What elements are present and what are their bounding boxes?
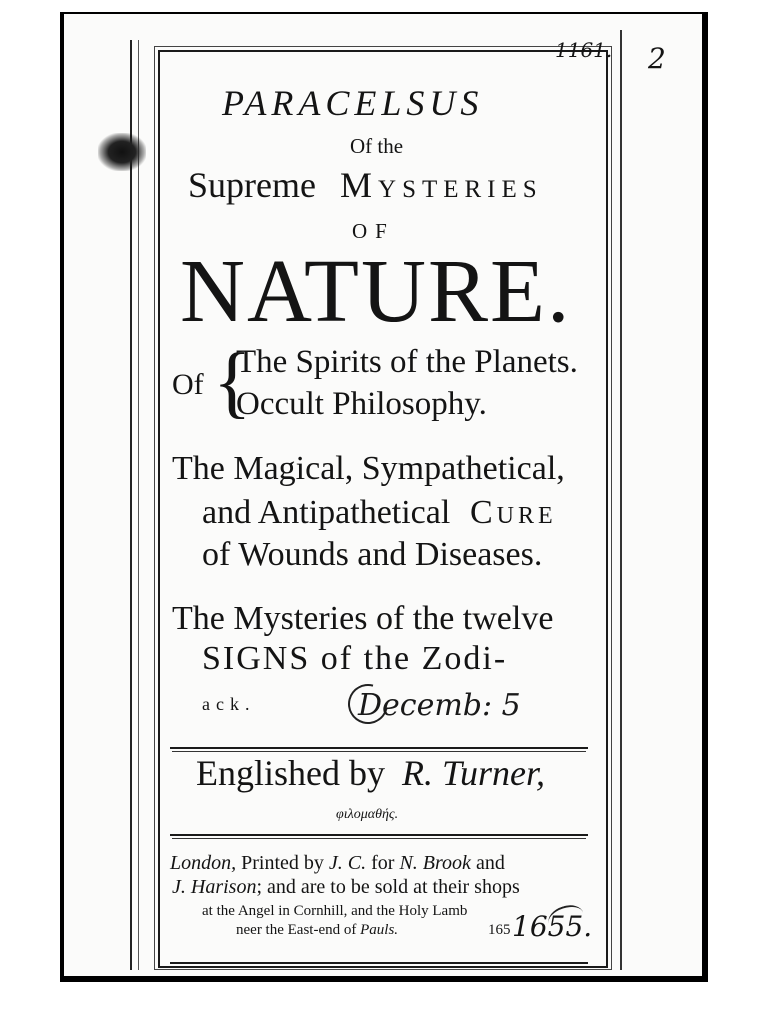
curly-brace-icon: { [213, 338, 252, 426]
divider-rule-thin [172, 838, 586, 839]
imprint-printer: J. C. [328, 852, 367, 874]
imprint-for: for [371, 852, 395, 874]
handwritten-date: Decemb: 5 [358, 688, 521, 723]
pencil-shelf-number: 1161. [555, 38, 613, 62]
contents-magical-line1: The Magical, Sympathetical, [172, 450, 565, 487]
title-of: OF [352, 219, 395, 243]
englished-by: Englished by [196, 753, 385, 793]
ink-blot [98, 133, 146, 171]
printed-year: 165 [488, 922, 511, 938]
title-of-the: Of the [350, 134, 404, 158]
imprint-city: London, [170, 852, 237, 874]
page-gutter-line [130, 40, 132, 970]
translator-name: R. Turner, [402, 753, 546, 793]
imprint-line2 [172, 876, 520, 899]
contents-zodiac-line2: SIGNS of the Zodi- [202, 640, 508, 677]
contents-zodiac-line3: ack. [202, 694, 256, 714]
contents-magical-line3: of Wounds and Diseases. [202, 536, 543, 573]
imprint-publisher2: J. Harison [172, 876, 257, 898]
contents-spirits: The Spirits of the Planets. [236, 344, 578, 380]
author-title: PARACELSUS [222, 83, 484, 123]
contents-of-label: Of [172, 368, 204, 401]
contents-magical-line2: and Antipathetical [202, 494, 451, 531]
imprint-publisher1: N. Brook [399, 852, 471, 874]
imprint-printed-by: Printed by [241, 852, 324, 874]
contents-occult: Occult Philosophy. [236, 386, 487, 422]
translator-epithet: φιλομαθής. [336, 807, 399, 822]
imprint-line4 [236, 922, 398, 939]
handwritten-year: 1655. [512, 910, 593, 943]
page-gutter-line-inner [138, 40, 139, 970]
bottom-rule [170, 962, 588, 964]
imprint-pauls: Pauls. [360, 922, 399, 938]
imprint-line3: at the Angel in Cornhill, and the Holy Lamb [202, 903, 468, 919]
title-supreme: Supreme [188, 165, 316, 205]
folio-number: 2 [648, 42, 666, 75]
imprint-east-end: neer the East-end of [236, 922, 357, 938]
imprint-line1 [170, 852, 505, 875]
right-margin-rule [620, 30, 622, 970]
title-nature: NATURE. [180, 242, 572, 341]
contents-cure: Cure [470, 494, 557, 531]
imprint-and: and [475, 852, 505, 874]
contents-zodiac-line1: The Mysteries of the twelve [172, 600, 554, 637]
divider-rule [170, 834, 588, 836]
imprint-shops: ; and are to be sold at their shops [256, 876, 520, 898]
divider-rule [170, 747, 588, 749]
title-mysteries: Mysteries [340, 165, 543, 205]
